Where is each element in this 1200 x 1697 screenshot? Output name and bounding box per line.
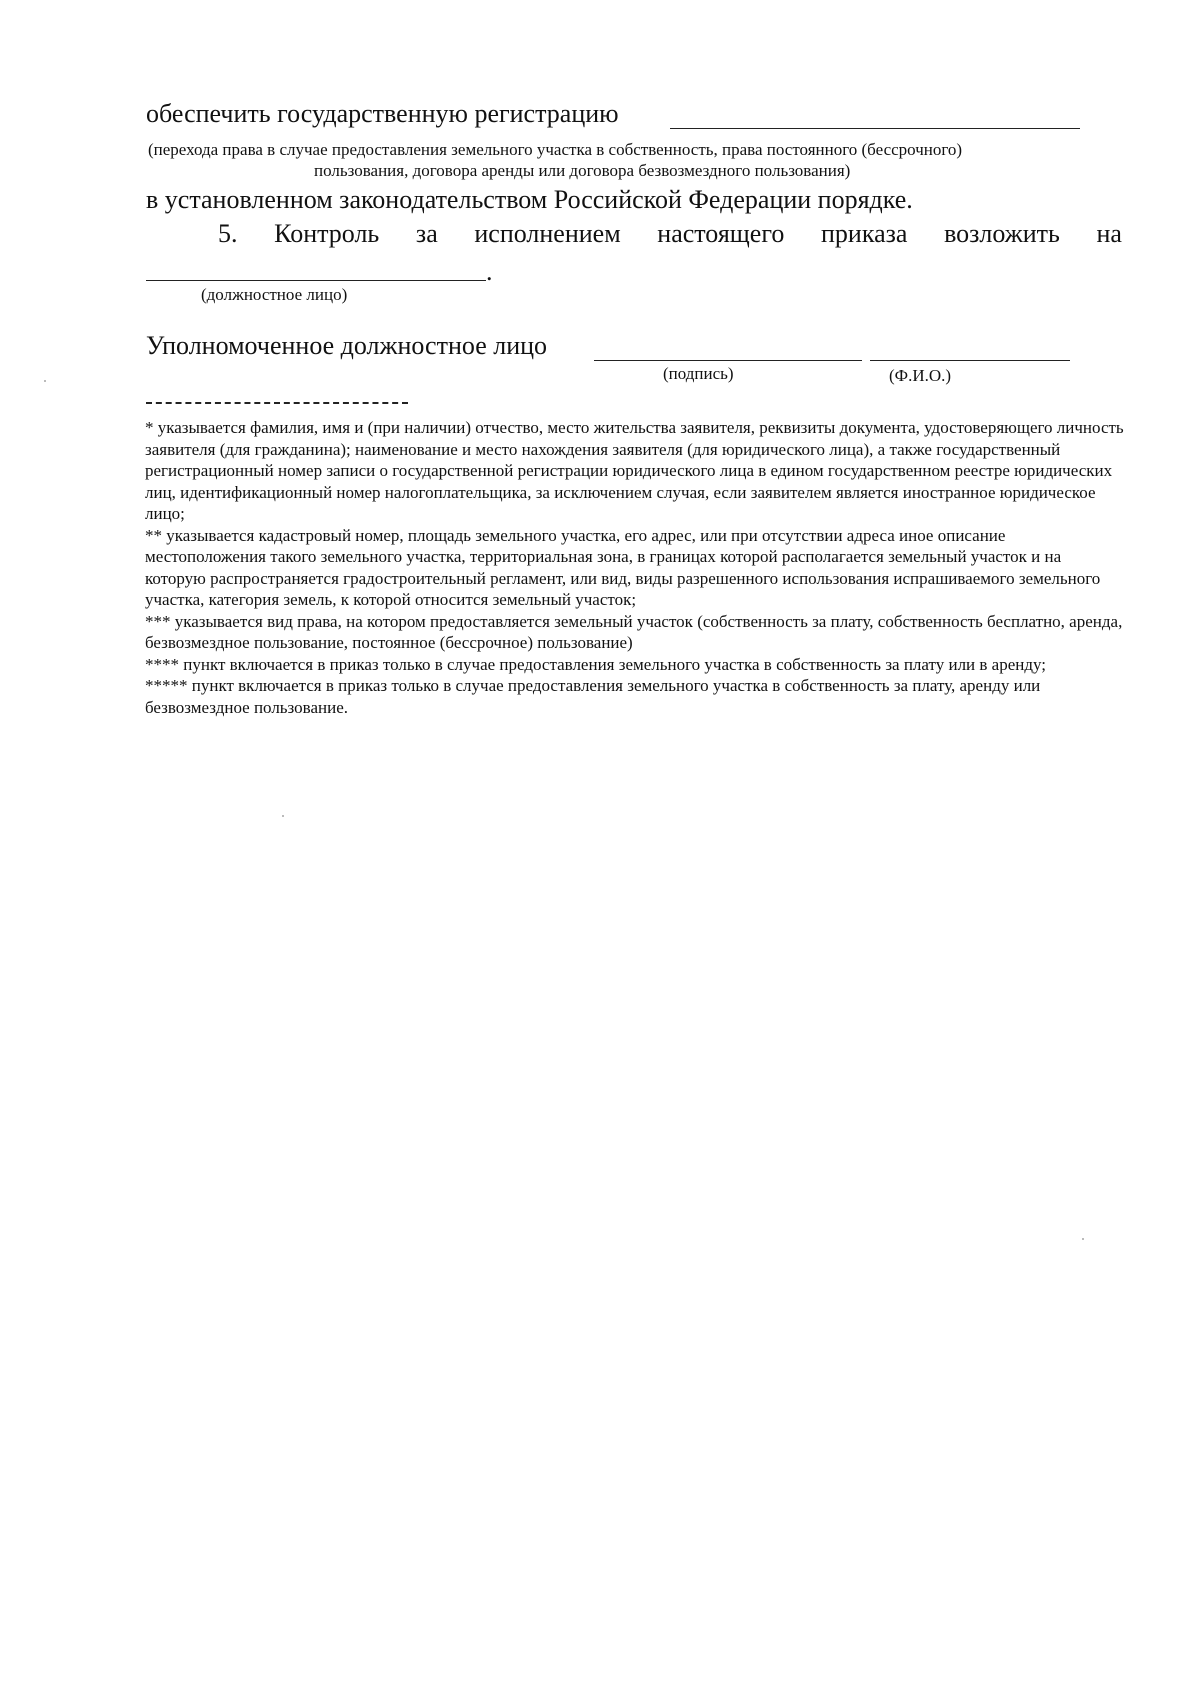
footnote-2: ** указывается кадастровый номер, площадь земельного участка, его адрес, или при отсутствии адреса иное описание местоположения такого земельного участка, территориальная зона, в границах которой располагается земельный участок и на которую распространяется градостроительный регламент, или вид, виды разрешенного использования испрашиваемого земельного участка, категория земель, к которой относится земельный участок; (145, 525, 1101, 609)
item5-word: возложить (944, 219, 1060, 248)
footnote-separator (146, 402, 408, 404)
fio-blank-line (870, 360, 1070, 361)
scan-speck (1082, 1238, 1084, 1240)
item5-word: Контроль (274, 219, 380, 248)
footnote-5: ***** пункт включается в приказ только в случае предоставления земельного участка в собственность за плату, аренду или безвозмездное пользование. (145, 676, 1041, 717)
signature-caption: (подпись) (663, 364, 734, 383)
official-blank-line (146, 280, 486, 281)
registration-note-line2: пользования, договора аренды или договора безвозмездного пользования) (314, 161, 851, 180)
footnote-1: * указывается фамилия, имя и (при наличии) отчество, место жительства заявителя, реквизиты документа, удостоверяющего личность заявителя (для гражданина); наименование и место нахождения заявителя (для юридического лица), а также государственный регистрационный номер записи о государственной регистрации юридического лица в едином государственном реестре юридических лиц, идентификационный номер налогоплательщика, за исключением случая, если заявителем является иностранное юридическое лицо; (145, 418, 1124, 523)
item5-row (218, 219, 1122, 249)
fio-caption: (Ф.И.О.) (889, 366, 952, 385)
footnote-3: *** указывается вид права, на котором предоставляется земельный участок (собственность за плату, собственность бесплатно, аренда, безвозмездное пользование, постоянное (бессрочное) пользование) (145, 611, 1123, 652)
footnote-4: **** пункт включается в приказ только в случае предоставления земельного участка в собственность за плату или в аренду; (145, 654, 1047, 674)
item5-word: приказа (821, 219, 908, 248)
official-blank-period: . (486, 257, 493, 286)
signature-blank-line (594, 360, 862, 361)
item5-number: 5. (218, 219, 238, 248)
signature-label: Уполномоченное должностное лицо (146, 331, 548, 360)
item5-word: за (415, 219, 438, 248)
registration-blank-line (670, 128, 1080, 129)
official-label: (должностное лицо) (201, 285, 348, 304)
item5-word: исполнением (474, 219, 621, 248)
procedure-text: в установленном законодательством Российской Федерации порядке. (146, 185, 913, 214)
scan-speck (44, 380, 46, 382)
registration-text: обеспечить государственную регистрацию (146, 99, 619, 128)
item5-word: на (1096, 219, 1122, 248)
footnotes-block (145, 417, 1125, 718)
registration-note-line1: (перехода права в случае предоставления земельного участка в собственность, права постоянного (бессрочного) (148, 140, 963, 159)
scan-speck (282, 815, 284, 817)
item5-word: настоящего (657, 219, 785, 248)
